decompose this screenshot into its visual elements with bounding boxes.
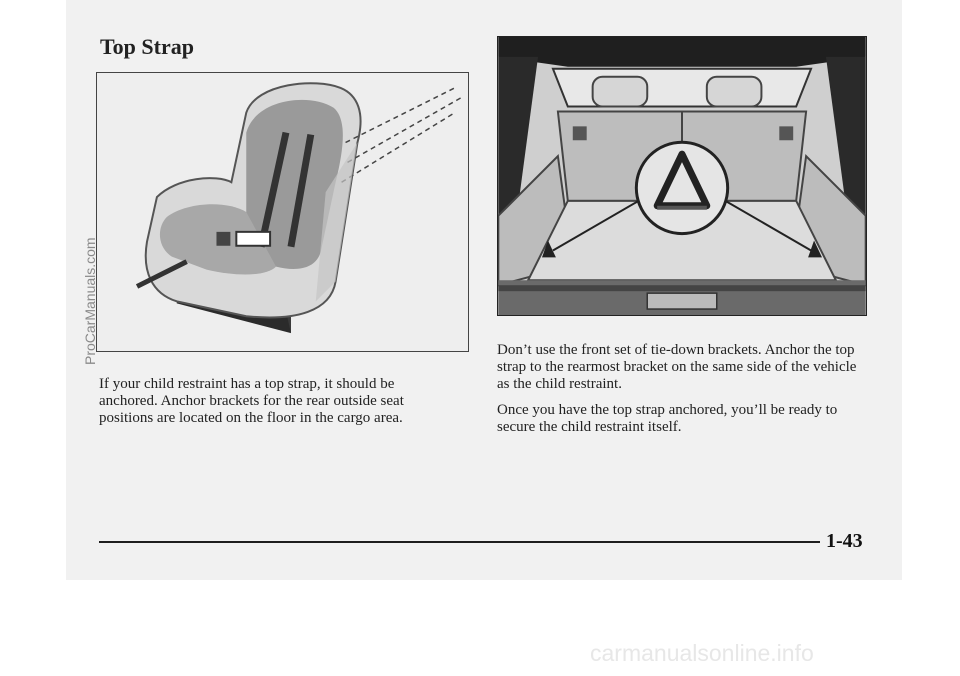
- paragraph-right-2: Once you have the top strap anchored, you’ll be ready to secure the child restraint itself.: [497, 402, 838, 435]
- side-watermark-text: ProCarManuals.com: [82, 237, 98, 365]
- bottom-watermark: carmanualsonline.info: [590, 640, 814, 666]
- cargo-area-drawing: [498, 37, 866, 315]
- child-seat-drawing: [97, 73, 468, 351]
- side-watermark-svg: [84, 215, 98, 365]
- page-number: 1-43: [826, 530, 863, 552]
- paragraph-left: If your child restraint has a top strap, it should be anchored. Anchor brackets for the rear outside seat positions are located on the floor in the cargo area.: [99, 376, 404, 426]
- page-title: Top Strap: [100, 34, 194, 59]
- cargo-area-illustration: [497, 36, 867, 316]
- footer-rule: [99, 541, 820, 543]
- child-seat-illustration: [96, 72, 469, 352]
- paragraph-right-1: Don’t use the front set of tie-down brackets. Anchor the top strap to the rearmost bracket on the same side of the vehicle as the child restraint.: [497, 342, 857, 392]
- side-watermark: [84, 215, 98, 365]
